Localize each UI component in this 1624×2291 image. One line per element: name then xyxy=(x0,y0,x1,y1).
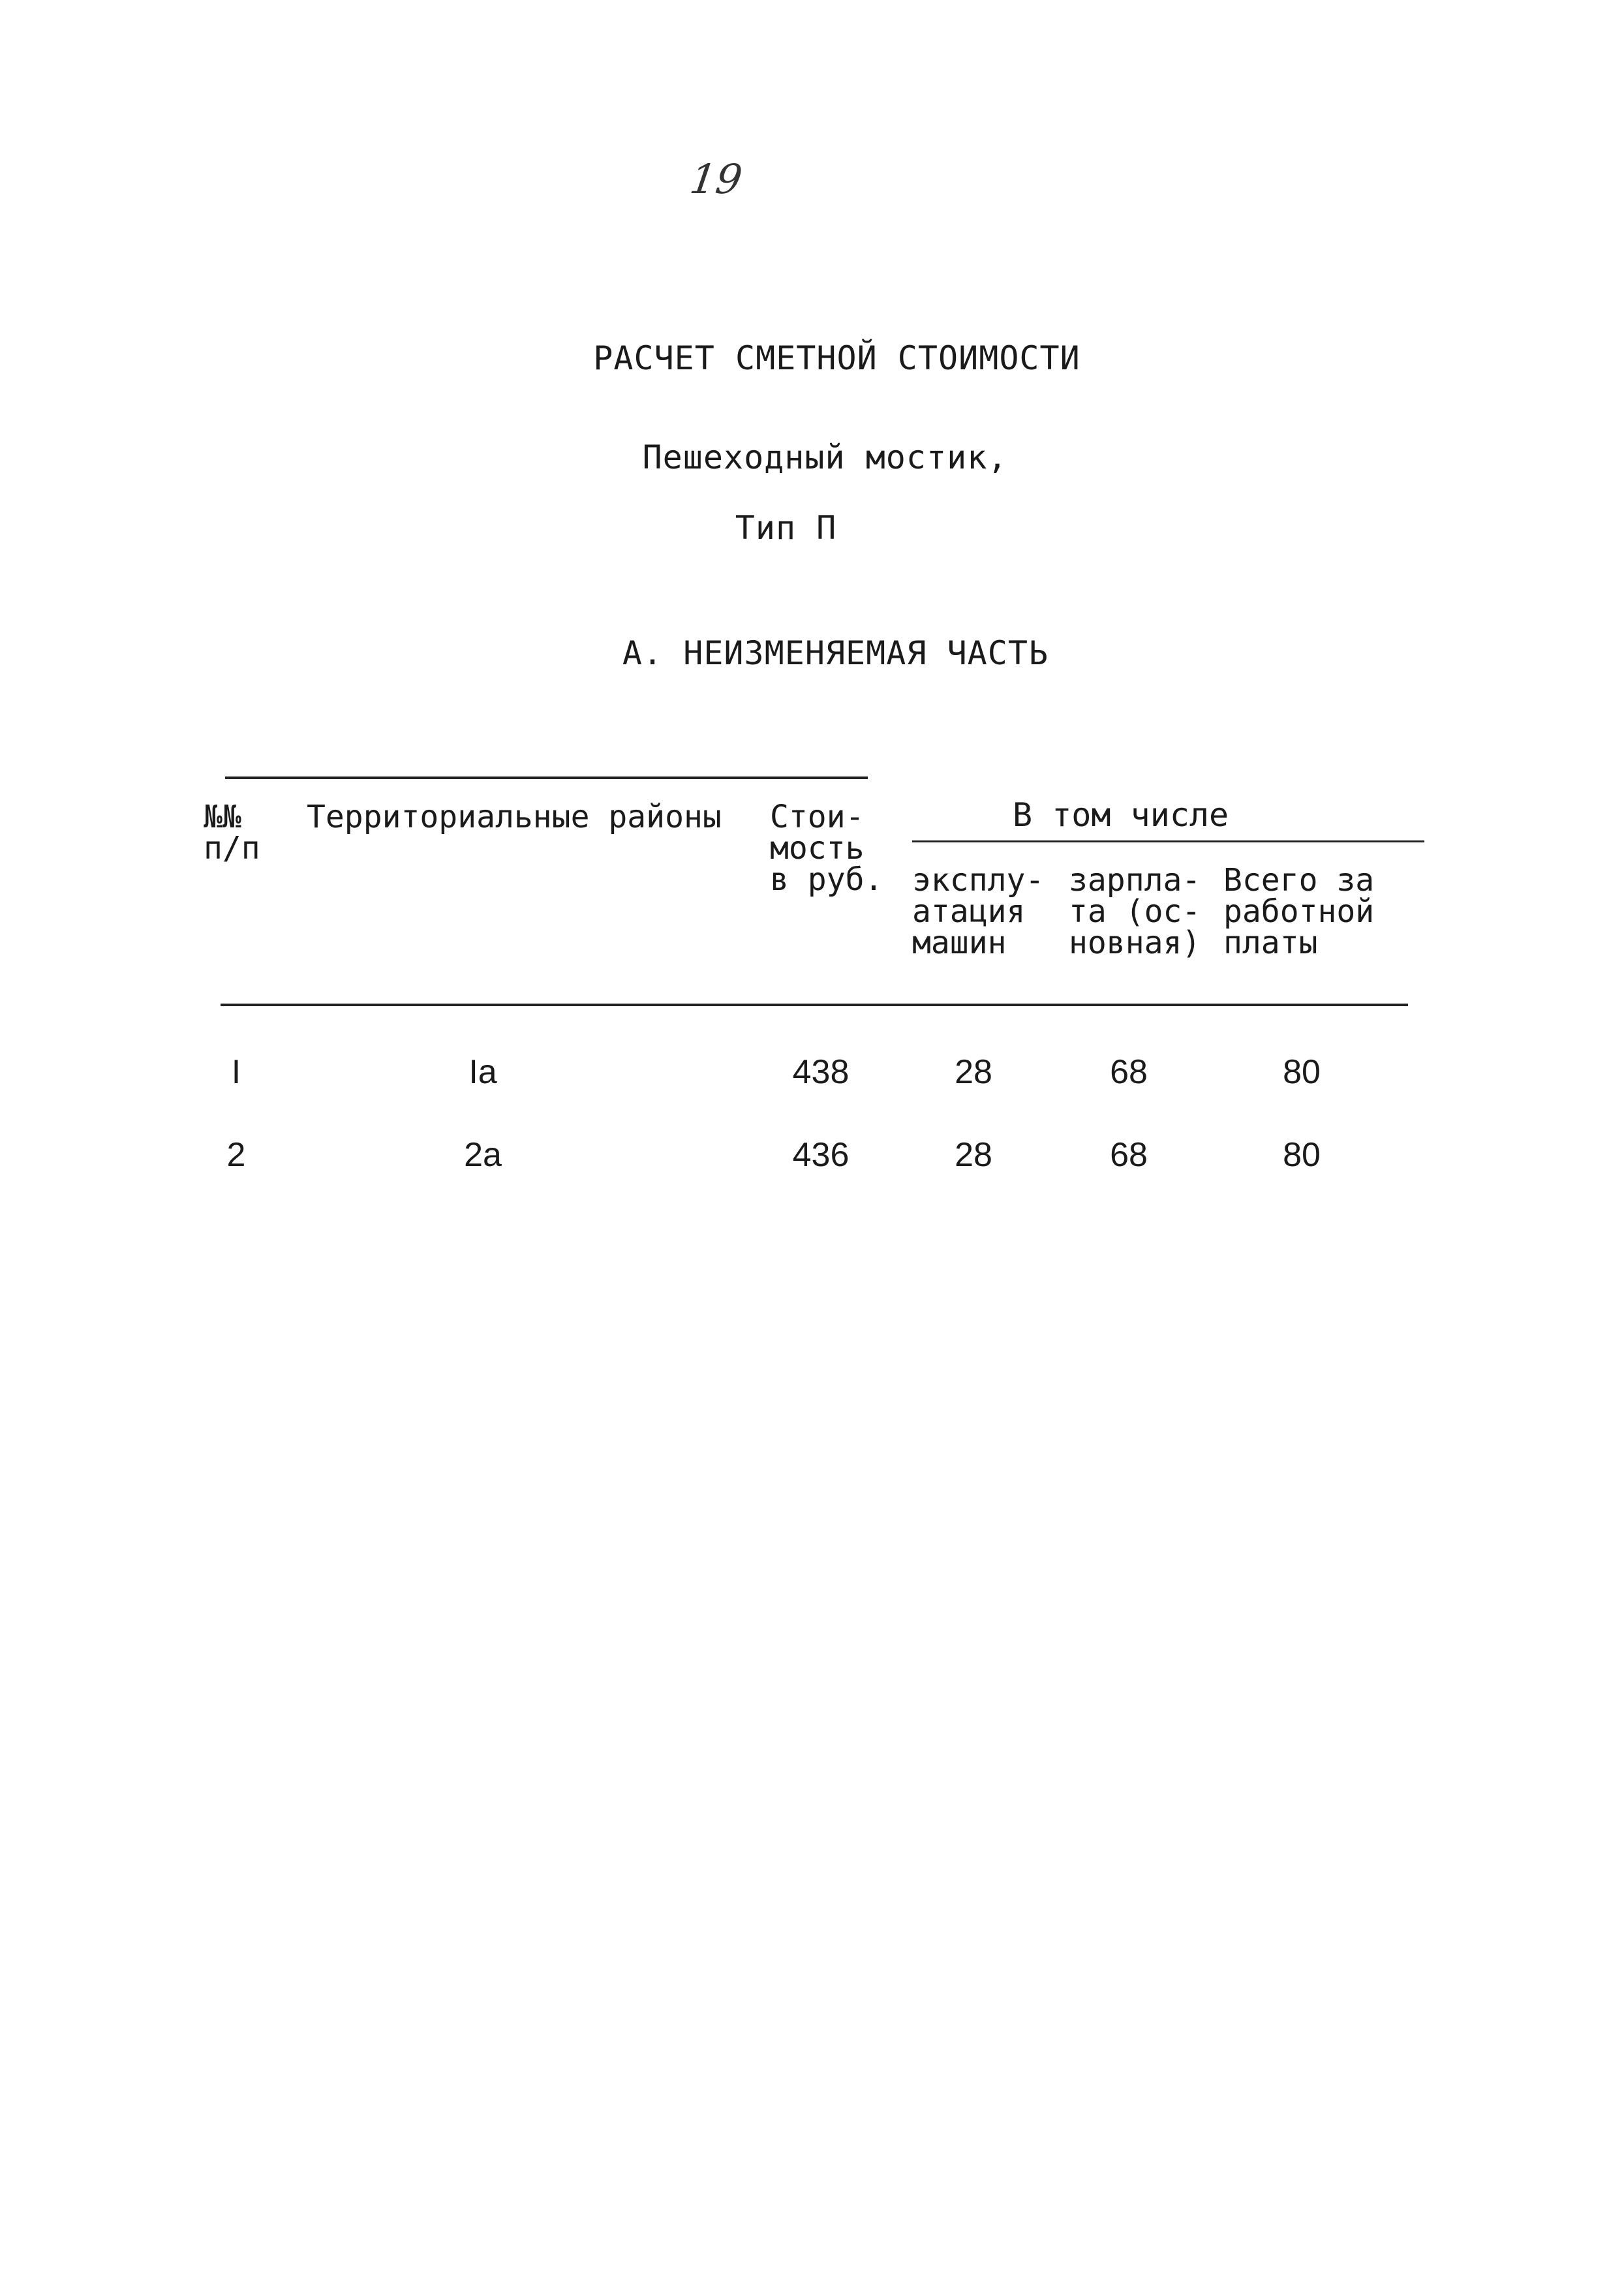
table-top-rule xyxy=(225,776,868,779)
header-including: В том числе xyxy=(1013,796,1229,834)
row-total-salary: 80 xyxy=(1283,1053,1321,1091)
row-number: 2 xyxy=(226,1136,246,1174)
row-region: Iа xyxy=(468,1053,497,1091)
header-cost: Стои- мость в руб. xyxy=(770,799,883,898)
header-region: Территориальные районы xyxy=(307,799,722,835)
header-total-salary: Всего за работной платы xyxy=(1223,862,1375,961)
row-machine-operation: 28 xyxy=(955,1053,992,1091)
row-total-salary: 80 xyxy=(1283,1136,1321,1174)
row-number: I xyxy=(231,1053,241,1091)
header-base-salary: зарпла- та (ос- новная) xyxy=(1069,862,1201,961)
subheader-rule xyxy=(912,840,1424,842)
document-type: Тип П xyxy=(735,509,837,547)
page-number: 19 xyxy=(686,155,746,203)
document-title: РАСЧЕТ СМЕТНОЙ СТОИМОСТИ xyxy=(593,339,1080,377)
header-bottom-rule xyxy=(221,1004,1408,1006)
row-cost: 436 xyxy=(792,1136,850,1174)
row-region: 2а xyxy=(464,1136,502,1174)
row-machine-operation: 28 xyxy=(955,1136,992,1174)
header-number: №№ п/п xyxy=(204,799,260,867)
section-title: А. НЕИЗМЕНЯЕМАЯ ЧАСТЬ xyxy=(622,634,1049,672)
row-base-salary: 68 xyxy=(1110,1136,1148,1174)
row-base-salary: 68 xyxy=(1110,1053,1148,1091)
row-cost: 438 xyxy=(792,1053,850,1091)
header-machine-operation: эксплу- атация машин xyxy=(912,862,1045,961)
document-subtitle: Пешеходный мостик, xyxy=(642,438,1008,476)
